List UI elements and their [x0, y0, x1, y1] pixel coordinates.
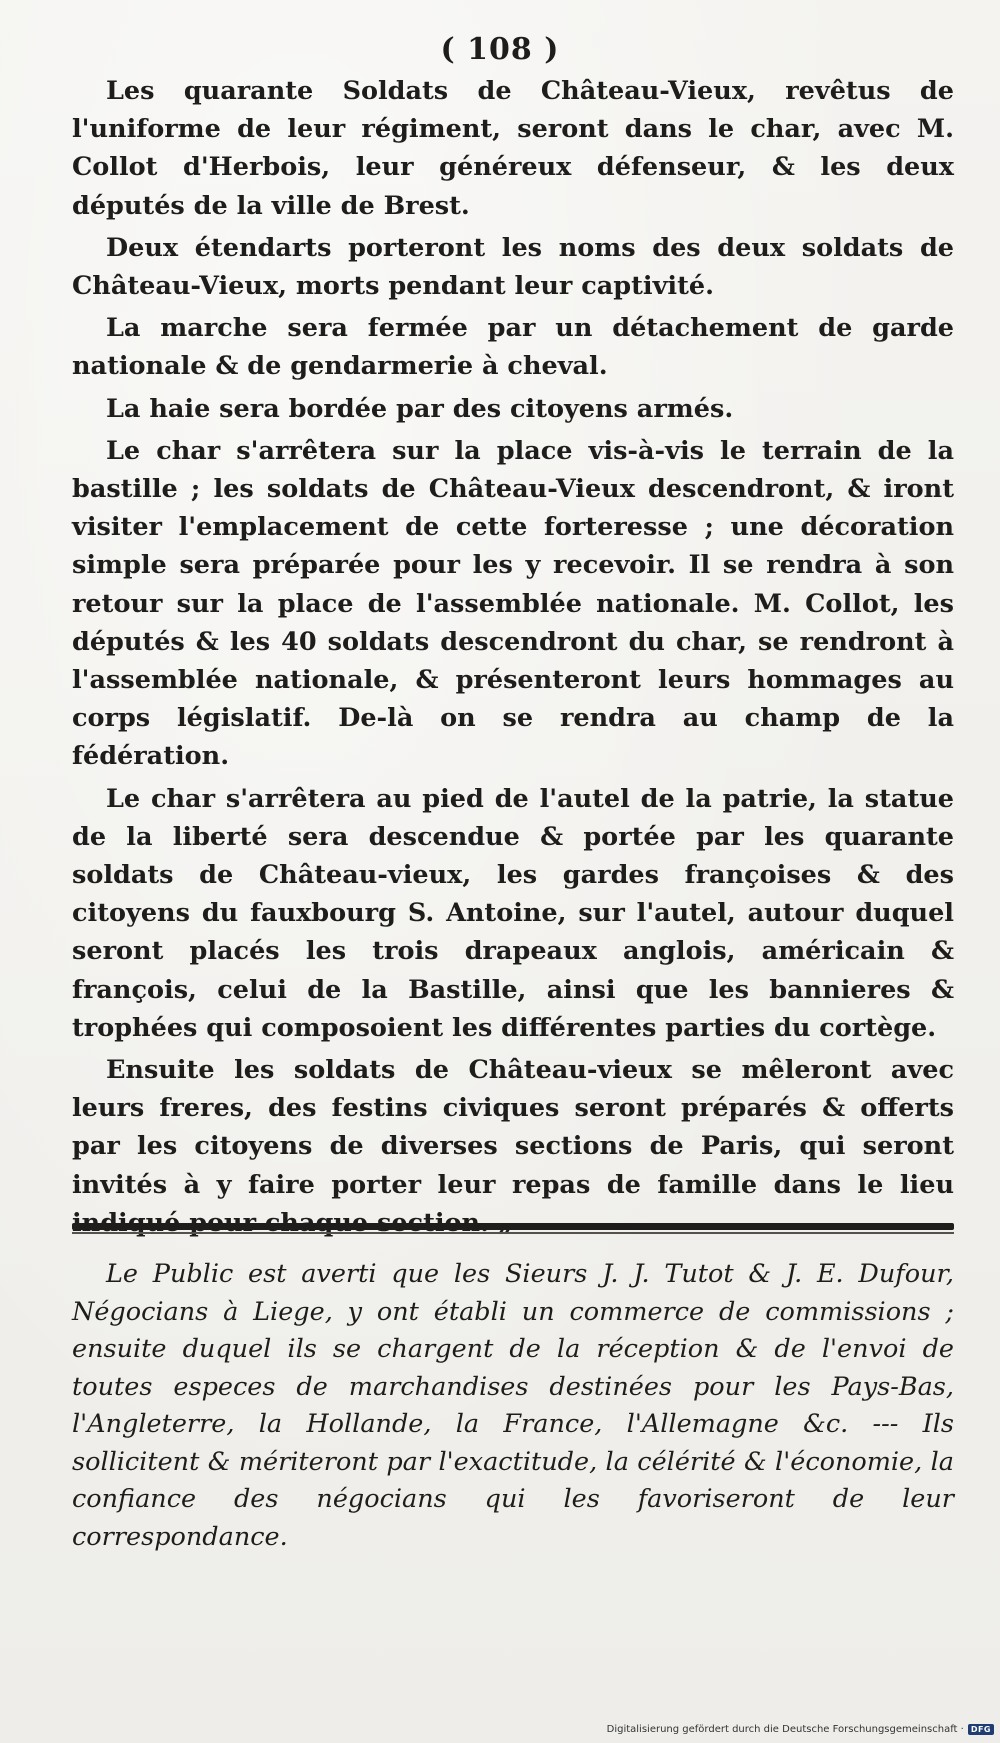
page-number: ( 108 ) [440, 32, 560, 67]
paragraph-3: La marche sera fermée par un détachement de garde nationale & de gendarmerie à cheval. [72, 313, 954, 382]
paragraph-5: Le char s'arrêtera sur la place vis-à-vis le terrain de la bastille ; les soldats de Château-Vieux descendront, & iront visiter l'emplacement de cette forteresse ; une décoration simple sera préparée pour les y recevoir. Il se rendra à son retour sur la place de l'assemblée nationale. M. Collot, les députés & les 40 soldats descendront du char, se rendront à l'assemblée nationale, & présenteront leurs hommages au corps législatif. De-là on se rendra au champ de la fédération. [72, 435, 954, 772]
paragraph-1: Les quarante Soldats de Château-Vieux, revêtus de l'uniforme de leur régiment, seront dans le char, avec M. Collot d'Herbois, leur généreux défenseur, & les deux députés de la ville de Brest. [72, 76, 954, 221]
paragraph-6: Le char s'arrêtera au pied de l'autel de la patrie, la statue de la liberté sera descendue & portée par les quarante soldats de Château-vieux, les gardes françoises & des citoyens du fauxbourg S. Antoine, sur l'autel, autour duquel seront placés les trois drapeaux anglois, américain & françois, celui de la Bastille, ainsi que les bannieres & trophées qui composoient les différentes parties du cortège. [72, 783, 954, 1043]
public-notice [72, 1256, 954, 1556]
paragraph-7: Ensuite les soldats de Château-vieux se mêleront avec leurs freres, des festins civiques seront préparés & offerts par les citoyens de diverses sections de Paris, qui seront invités à y faire porter leur repas de famille dans le lieu [72, 1055, 954, 1200]
dfg-logo-icon: DFG [968, 1724, 994, 1735]
notice-text: Le Public est averti que les Sieurs J. J. Tutot & J. E. Dufour, Négocians à Liege, y ont établi un commerce de commissions ; ensuite duquel ils se chargent de la réception & de l'envoi de toutes especes de marchandises destinées pour les Pays-Bas, l'Angleterre, la Hollande, la France, l'Allemagne &c. --- Ils sollicitent & mériteront par l'exactitude, la célérité & l'économie, la confiance des négocians qui les favoriseront de leur correspondance. [72, 1259, 954, 1552]
footer-text: Digitalisierung gefördert durch die Deutsche Forschungsgemeinschaft · [606, 1724, 964, 1735]
paragraph-4: La haie sera bordée par des citoyens armés. [106, 393, 734, 424]
digitization-footer [607, 1724, 994, 1735]
main-text [72, 72, 954, 1246]
separator-rule [72, 1223, 954, 1230]
separator-rule-thin [72, 1232, 954, 1234]
paragraph-2: Deux étendarts porteront les noms des deux soldats de Château-Vieux, morts pendant leur captivité. [72, 232, 954, 302]
